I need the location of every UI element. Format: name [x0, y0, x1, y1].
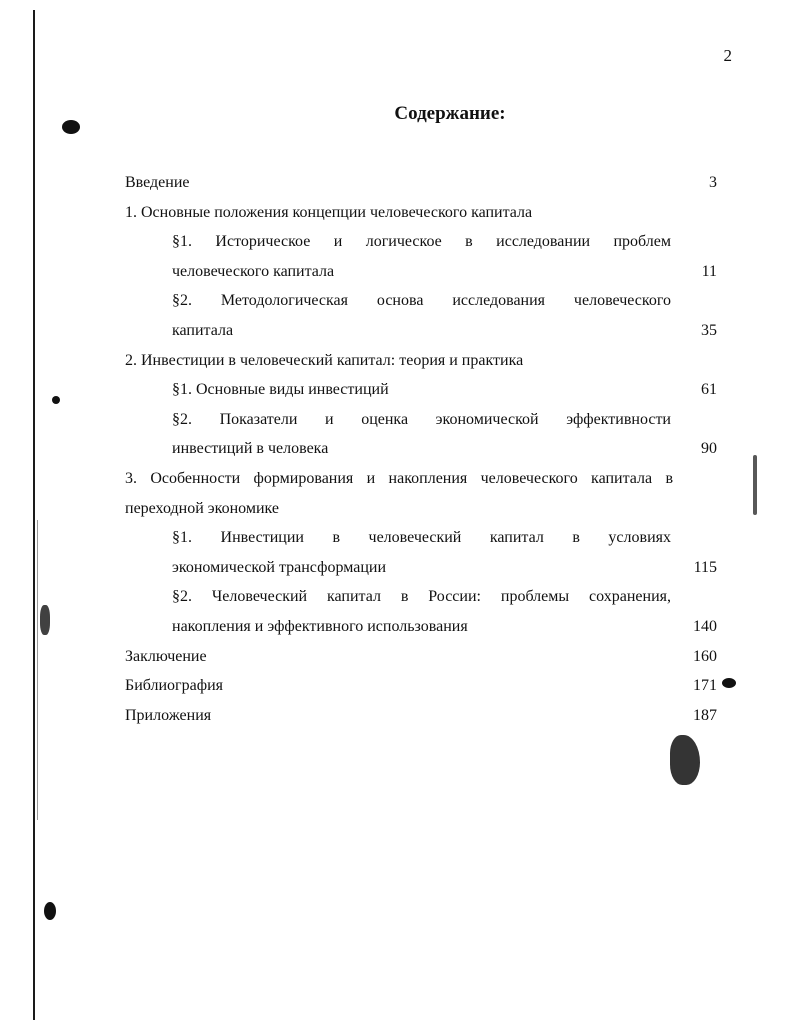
ink-blot	[44, 902, 56, 920]
toc-conclusion	[125, 642, 719, 672]
toc-entry-text: накопления и эффективного использования	[172, 617, 468, 635]
scan-edge-faint-line	[37, 520, 38, 820]
toc-entry-page: 187	[693, 706, 717, 724]
toc-entry-page: 171	[693, 677, 717, 695]
ink-blot	[722, 678, 736, 688]
toc-entry-page: 115	[693, 558, 717, 576]
ink-blot	[40, 605, 50, 635]
toc-section-2-1	[125, 375, 719, 405]
toc-entry-text: Заключение	[125, 647, 207, 665]
toc-entry-text: §2. Человеческий капитал в России: проблемы сохранения,	[172, 588, 671, 606]
page-number: 2	[723, 46, 732, 65]
toc-entry-text: §1. Инвестиции в человеческий капитал в условиях	[172, 529, 671, 547]
toc-entry-page: 160	[693, 647, 717, 665]
toc-entry-text: §1. Историческое и логическое в исследовании проблем	[172, 233, 671, 251]
toc-entry-text: Введение	[125, 174, 190, 191]
toc-entry-text: §1. Основные виды инвестиций	[172, 381, 389, 399]
toc-entry-text: 3. Особенности формирования и накопления человеческого капитала в	[125, 469, 673, 487]
toc-chapter-3	[125, 464, 719, 494]
toc-entry-page: 140	[693, 617, 717, 635]
toc-entry-text: человеческого капитала	[172, 262, 335, 280]
toc-entry-text: инвестиций в человека	[172, 440, 329, 458]
toc-entry-text: капитала	[172, 321, 234, 339]
scan-edge-line	[33, 10, 35, 1020]
toc-entry-text: Библиография	[125, 677, 223, 695]
toc-entry-text: переходной экономике	[125, 499, 279, 517]
toc-entry-page: 61	[701, 381, 717, 399]
toc-section-3-1	[125, 523, 719, 553]
toc-entry-page: 3	[709, 174, 717, 191]
toc-section-3-2-cont	[125, 612, 719, 642]
toc-section-1-1-cont	[125, 257, 719, 287]
toc-heading: Содержание:	[394, 103, 506, 124]
toc-section-2-2-cont	[125, 434, 719, 464]
toc-section-3-2	[125, 582, 719, 612]
toc-entry-text: §2. Методологическая основа исследования человеческого	[172, 292, 671, 310]
toc-chapter-1	[125, 198, 719, 228]
toc-entry-page: 11	[701, 262, 717, 280]
toc-section-2-2	[125, 405, 719, 435]
toc-section-3-1-cont	[125, 553, 719, 583]
ink-blot	[52, 396, 60, 404]
toc-chapter-2	[125, 346, 719, 376]
ink-blot	[670, 735, 700, 785]
toc-entry-page: 90	[701, 440, 717, 458]
toc-bibliography	[125, 671, 719, 701]
toc-entry-text: 1. Основные положения концепции человеческого капитала	[125, 203, 533, 221]
page-title	[0, 103, 792, 125]
toc-entry-text: экономической трансформации	[172, 558, 387, 576]
toc-entry-text: 2. Инвестиции в человеческий капитал: теория и практика	[125, 351, 524, 369]
ink-blot	[753, 455, 757, 515]
toc-section-1-1	[125, 227, 719, 257]
toc-section-1-2	[125, 286, 719, 316]
toc-entry-text: §2. Показатели и оценка экономической эффективности	[172, 410, 671, 428]
toc-section-1-2-cont	[125, 316, 719, 346]
toc-entry-intro	[125, 168, 719, 198]
toc-chapter-3-cont	[125, 494, 719, 524]
table-of-contents	[125, 168, 719, 730]
toc-entry-text: Приложения	[125, 706, 212, 724]
toc-entry-page: 35	[701, 321, 717, 339]
toc-appendices	[125, 701, 719, 731]
